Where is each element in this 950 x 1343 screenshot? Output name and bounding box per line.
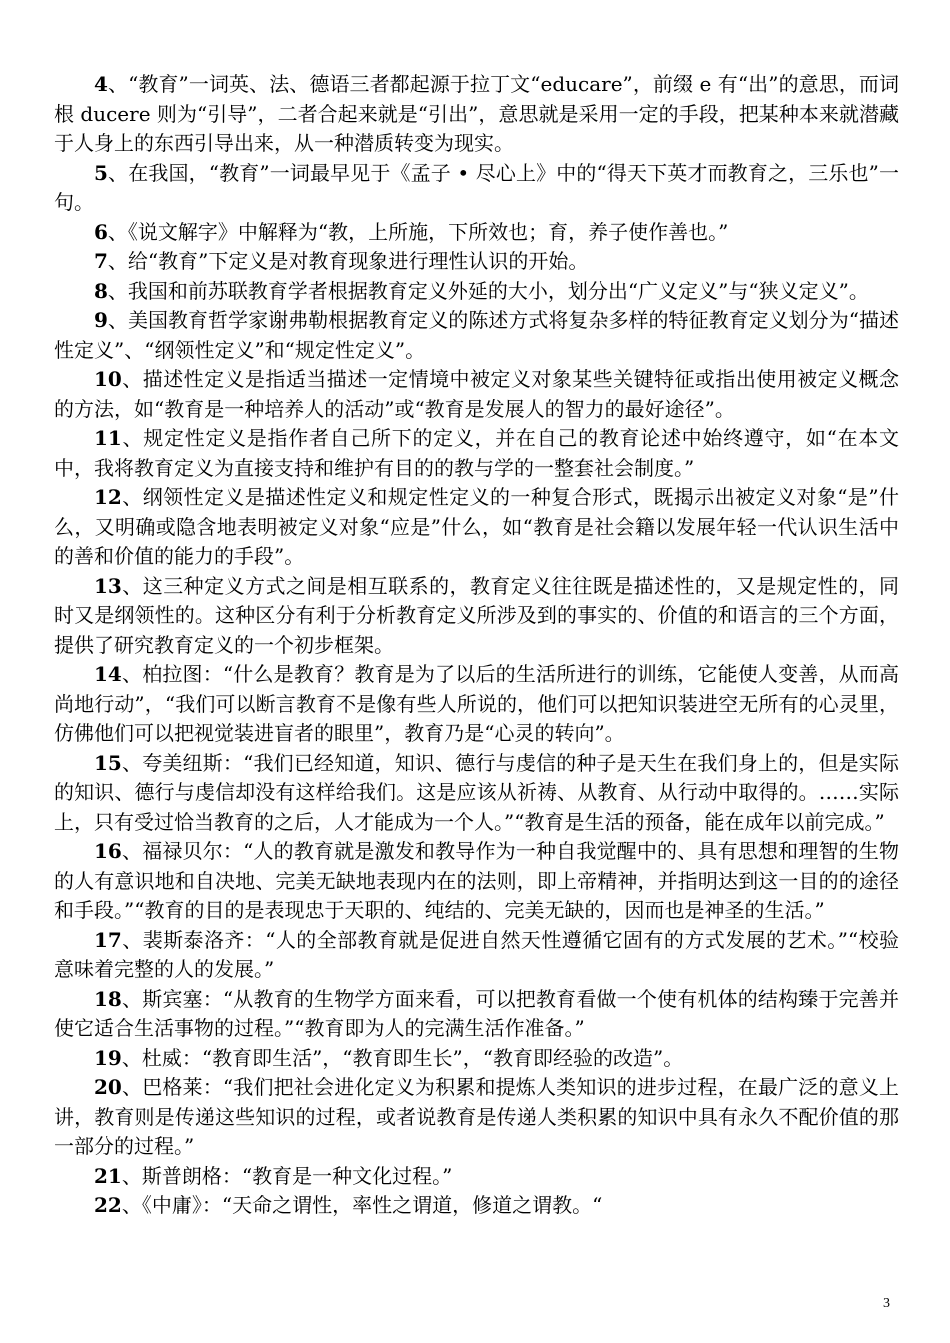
paragraph-8: [54, 277, 899, 307]
paragraph-number: 11: [94, 426, 122, 450]
paragraph-9: [54, 306, 899, 365]
paragraph-number: 4: [94, 72, 108, 96]
paragraph-text: 、在我国，“教育”一词最早见于《孟子 • 尽心上》中的“得天下英才而教育之，三乐也”一句。: [54, 160, 899, 214]
paragraph-number: 13: [94, 573, 122, 598]
paragraph-17: [54, 926, 899, 985]
paragraph-13: [54, 572, 899, 661]
paragraph-text: 、规定性定义是指作者自己所下的定义，并在自己的教育论述中始终遵守，如“在本文中，我将教育定义为直接支持和维护有目的的教与学的一整套社会制度。”: [54, 426, 899, 480]
paragraph-number: 21: [94, 1163, 122, 1188]
paragraph-16: [54, 837, 899, 926]
paragraph-text: 、这三种定义方式之间是相互联系的，教育定义往往既是描述性的，又是规定性的，同时又是纲领性的。这种区分有利于分析教育定义所涉及到的事实的、价值的和语言的三个方面，提供了研究教育定义的一个初步框架。: [54, 573, 899, 657]
paragraph-text: 、描述性定义是指适当描述一定情境中被定义对象某些关键特征或指出使用被定义概念的方法，如“教育是一种培养人的活动”或“教育是发展人的智力的最好途径”。: [54, 367, 899, 421]
paragraph-text: 、夸美纽斯：“我们已经知道，知识、德行与虔信的种子是天生在我们身上的，但是实际的知识、德行与虔信却没有这样给我们。这是应该从祈祷、从教育、从行动中取得的。……实际上，只有受过恰当教育的之后，人才能成为一个人。”“教育是生活的预备，能在成年以前完成。”: [54, 750, 899, 834]
paragraph-text: 、给“教育”下定义是对教育现象进行理性认识的开始。: [107, 249, 589, 273]
paragraph-number: 18: [94, 986, 122, 1011]
paragraph-number: 10: [94, 367, 122, 391]
paragraph-number: 9: [94, 308, 108, 332]
paragraph-12: [54, 483, 899, 572]
paragraph-number: 15: [94, 750, 122, 775]
paragraph-text: 、纲领性定义是描述性定义和规定性定义的一种复合形式，既揭示出被定义对象“是”什么，又明确或隐含地表明被定义对象“应是”什么，如“教育是社会籍以发展年轻一代认识生活中的善和价值的能力的手段”。: [54, 485, 899, 568]
paragraph-text: 、我国和前苏联教育学者根据教育定义外延的大小，划分出“广义定义”与“狭义定义”。: [107, 278, 869, 303]
paragraph-number: 14: [94, 662, 122, 686]
paragraph-text: 、斯普朗格：“教育是一种文化过程。”: [121, 1163, 453, 1188]
paragraph-number: 19: [94, 1045, 122, 1070]
paragraph-11: [54, 424, 899, 483]
paragraph-text: 、裴斯泰洛齐：“人的全部教育就是促进自然天性遵循它固有的方式发展的艺术。”“校验意味着完整的人的发展。”: [54, 927, 899, 981]
paragraph-number: 16: [94, 839, 122, 863]
paragraph-21: [54, 1162, 899, 1192]
paragraph-number: 17: [94, 927, 122, 952]
paragraph-number: 22: [94, 1193, 122, 1217]
paragraph-text: 、《中庸》：“天命之谓性，率性之谓道，修道之谓教。“: [121, 1193, 603, 1217]
page-number: 3: [883, 1296, 890, 1311]
paragraph-5: [54, 159, 899, 218]
paragraph-14: [54, 660, 899, 749]
paragraph-text: 、斯宾塞：“从教育的生物学方面来看，可以把教育看做一个使有机体的结构臻于完善并使它适合生活事物的过程。”“教育即为人的完满生活作准备。”: [54, 986, 899, 1040]
paragraph-10: [54, 365, 899, 424]
paragraph-text: 、杜威：“教育即生活”，“教育即生长”，“教育即经验的改造”。: [121, 1045, 684, 1070]
paragraph-text: 、巴格莱：“我们把社会进化定义为积累和提炼人类知识的进步过程，在最广泛的意义上讲，教育则是传递这些知识的过程，或者说教育是传递人类积累的知识中具有永久不配价值的那一部分的过程。”: [54, 1075, 899, 1158]
paragraph-6: [54, 218, 899, 248]
paragraph-number: 7: [94, 249, 108, 273]
paragraph-text: 、福禄贝尔：“人的教育就是激发和教导作为一种自我觉醒中的、具有思想和理智的生物的人有意识地和自决地、完美无缺地表现内在的法则，即上帝精神，并指明达到这一目的的途径和手段。”“教育的目的是表现忠于天职的、纯结的、完美无缺的，因而也是神圣的生活。”: [54, 839, 899, 922]
paragraph-15: [54, 749, 899, 838]
paragraph-7: [54, 247, 899, 277]
paragraph-number: 12: [94, 485, 122, 509]
paragraph-18: [54, 985, 899, 1044]
paragraph-number: 8: [94, 278, 108, 303]
paragraph-4: [54, 70, 899, 159]
paragraph-number: 5: [94, 160, 108, 185]
paragraph-number: 6: [94, 219, 108, 244]
paragraph-text: 、“教育”一词英、法、德语三者都起源于拉丁文“educare”，前缀 e 有“出”的意思，而词根 ducere 则为“引导”，二者合起来就是“引出”，意思就是采用一定的手段，把某种本来就潜藏于人身上的东西引导出来，从一种潜质转变为现实。: [54, 72, 899, 155]
paragraph-text: 、柏拉图：“什么是教育？教育是为了以后的生活所进行的训练，它能使人变善，从而高尚地行动”，“我们可以断言教育不是像有些人所说的，他们可以把知识装进空无所有的心灵里，仿佛他们可以把视觉装进盲者的眼里”，教育乃是“心灵的转向”。: [54, 662, 899, 745]
paragraph-20: [54, 1073, 899, 1162]
paragraph-number: 20: [94, 1075, 122, 1099]
paragraph-19: [54, 1044, 899, 1074]
paragraph-text: 、《说文解字》中解释为“教，上所施，下所效也；育，养子使作善也。”: [107, 219, 729, 244]
document-body: [54, 70, 899, 1221]
paragraph-text: 、美国教育哲学家谢弗勒根据教育定义的陈述方式将复杂多样的特征教育定义划分为“描述性定义”、“纲领性定义”和“规定性定义”。: [54, 308, 899, 362]
paragraph-22: [54, 1191, 899, 1221]
